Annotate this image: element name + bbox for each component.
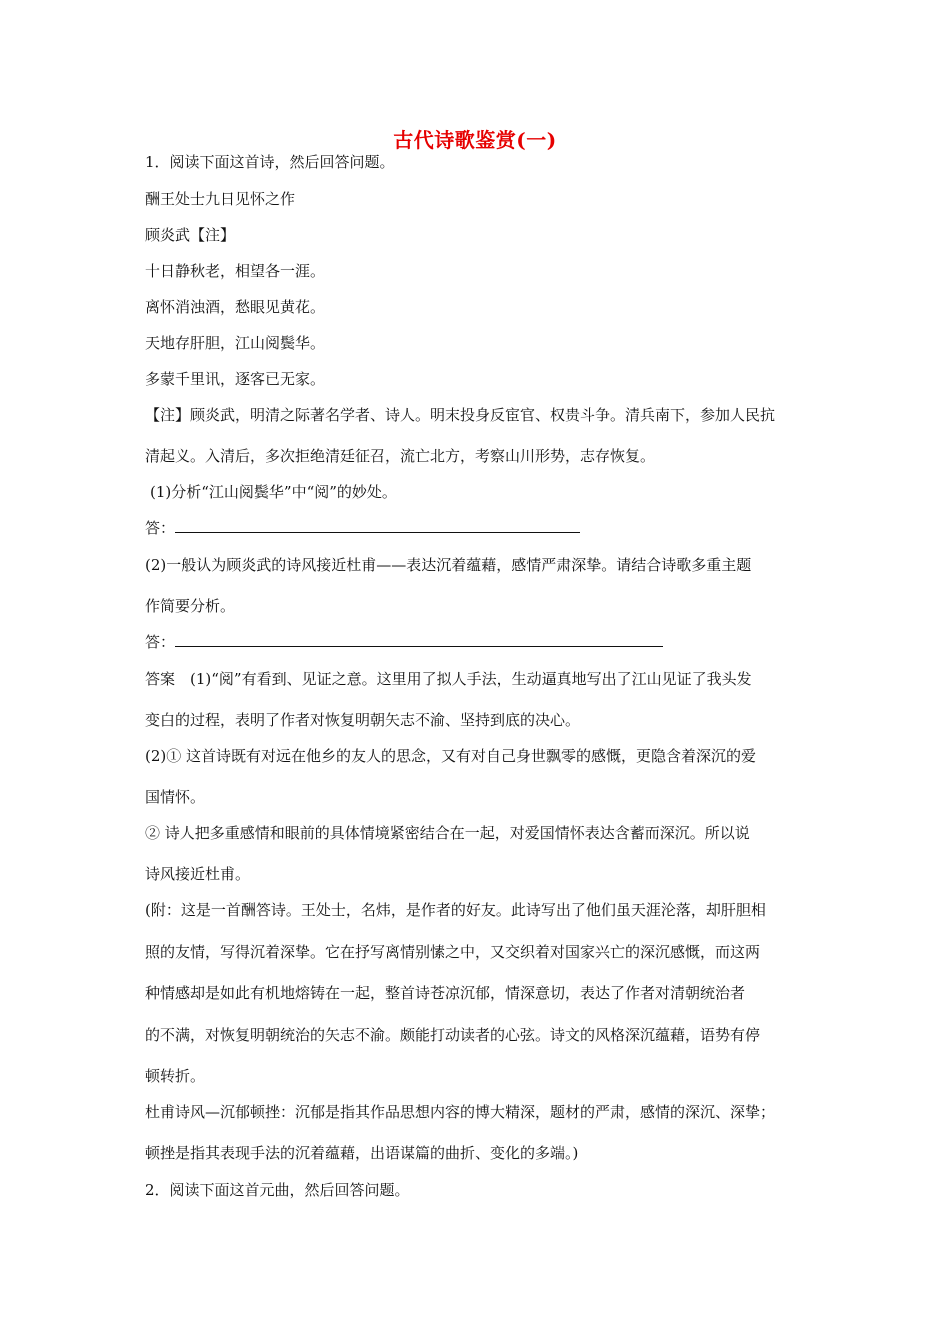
sub-question-2: (2)一般认为顾炎武的诗风接近杜甫——表达沉着蕴藉，感情严肃深挚。请结合诗歌多重主题 [145,556,752,574]
poem-line: 多蒙千里讯，逐客已无家。 [145,370,326,388]
poem-line: 离怀消浊酒，愁眼见黄花。 [145,298,326,316]
note-text: 清起义。入清后，多次拒绝清廷征召，流亡北方，考察山川形势，志存恢复。 [145,447,656,465]
sub-question-1: (1)分析“江山阅鬓华”中“阅”的妙处。 [150,483,397,501]
note-text: 【注】顾炎武，明清之际著名学者、诗人。明末投身反宦官、权贵斗争。清兵南下，参加人民抗 [145,406,776,424]
answer-text: 顿转折。 [145,1067,206,1085]
answer-text: 杜甫诗风—沉郁顿挫：沉郁是指其作品思想内容的博大精深，题材的严肃，感情的深沉、深挚； [145,1103,776,1121]
answer-field-2 [145,632,810,652]
answer-text: 的不满，对恢复明朝统治的矢志不渝。颇能打动读者的心弦。诗文的风格深沉蕴藉，语势有停 [145,1026,761,1044]
answer-text: 顿挫是指其表现手法的沉着蕴藉，出语谋篇的曲折、变化的多端。) [145,1144,579,1162]
question-1-intro: 1．阅读下面这首诗，然后回答问题。 [145,153,395,171]
answer-text: ② 诗人把多重感情和眼前的具体情境紧密结合在一起，对爱国情怀表达含蓄而深沉。所以说 [145,824,750,842]
poem-line: 天地存肝胆，江山阅鬓华。 [145,334,326,352]
poem-line: 十日静秋老，相望各一涯。 [145,262,326,280]
answer-field-1 [145,518,810,538]
answer-text: 诗风接近杜甫。 [145,865,251,883]
answer-text: 国情怀。 [145,788,206,806]
answer-blank-2[interactable] [175,632,663,647]
sub-question-2: 作简要分析。 [145,597,236,615]
poem-author: 顾炎武【注】 [145,226,236,244]
answer-label: 答： [145,519,176,537]
answer-text: (2)① 这首诗既有对远在他乡的友人的思念，又有对自己身世飘零的感慨，更隐含着深沉的爱 [145,747,757,765]
question-2-intro: 2．阅读下面这首元曲，然后回答问题。 [145,1181,410,1199]
answer-text: 照的友情，写得沉着深挚。它在抒写离情别愫之中，又交织着对国家兴亡的深沉感慨，而这两 [145,943,761,961]
answer-text: 种情感却是如此有机地熔铸在一起，整首诗苍凉沉郁，情深意切，表达了作者对清朝统治者 [145,984,746,1002]
answer-text: 变白的过程，表明了作者对恢复明朝矢志不渝、坚持到底的决心。 [145,711,581,729]
poem-title: 酬王处士九日见怀之作 [145,190,296,208]
answer-text: (附：这是一首酬答诗。王处士，名炜，是作者的好友。此诗写出了他们虽天涯沦落，却肝胆相 [145,901,766,919]
answer-text: 答案 (1)“阅”有看到、见证之意。这里用了拟人手法，生动逼真地写出了江山见证了我头发 [145,670,752,688]
page-title: 古代诗歌鉴赏(一) [393,128,557,152]
answer-blank-1[interactable] [175,518,580,533]
answer-label: 答： [145,633,176,651]
